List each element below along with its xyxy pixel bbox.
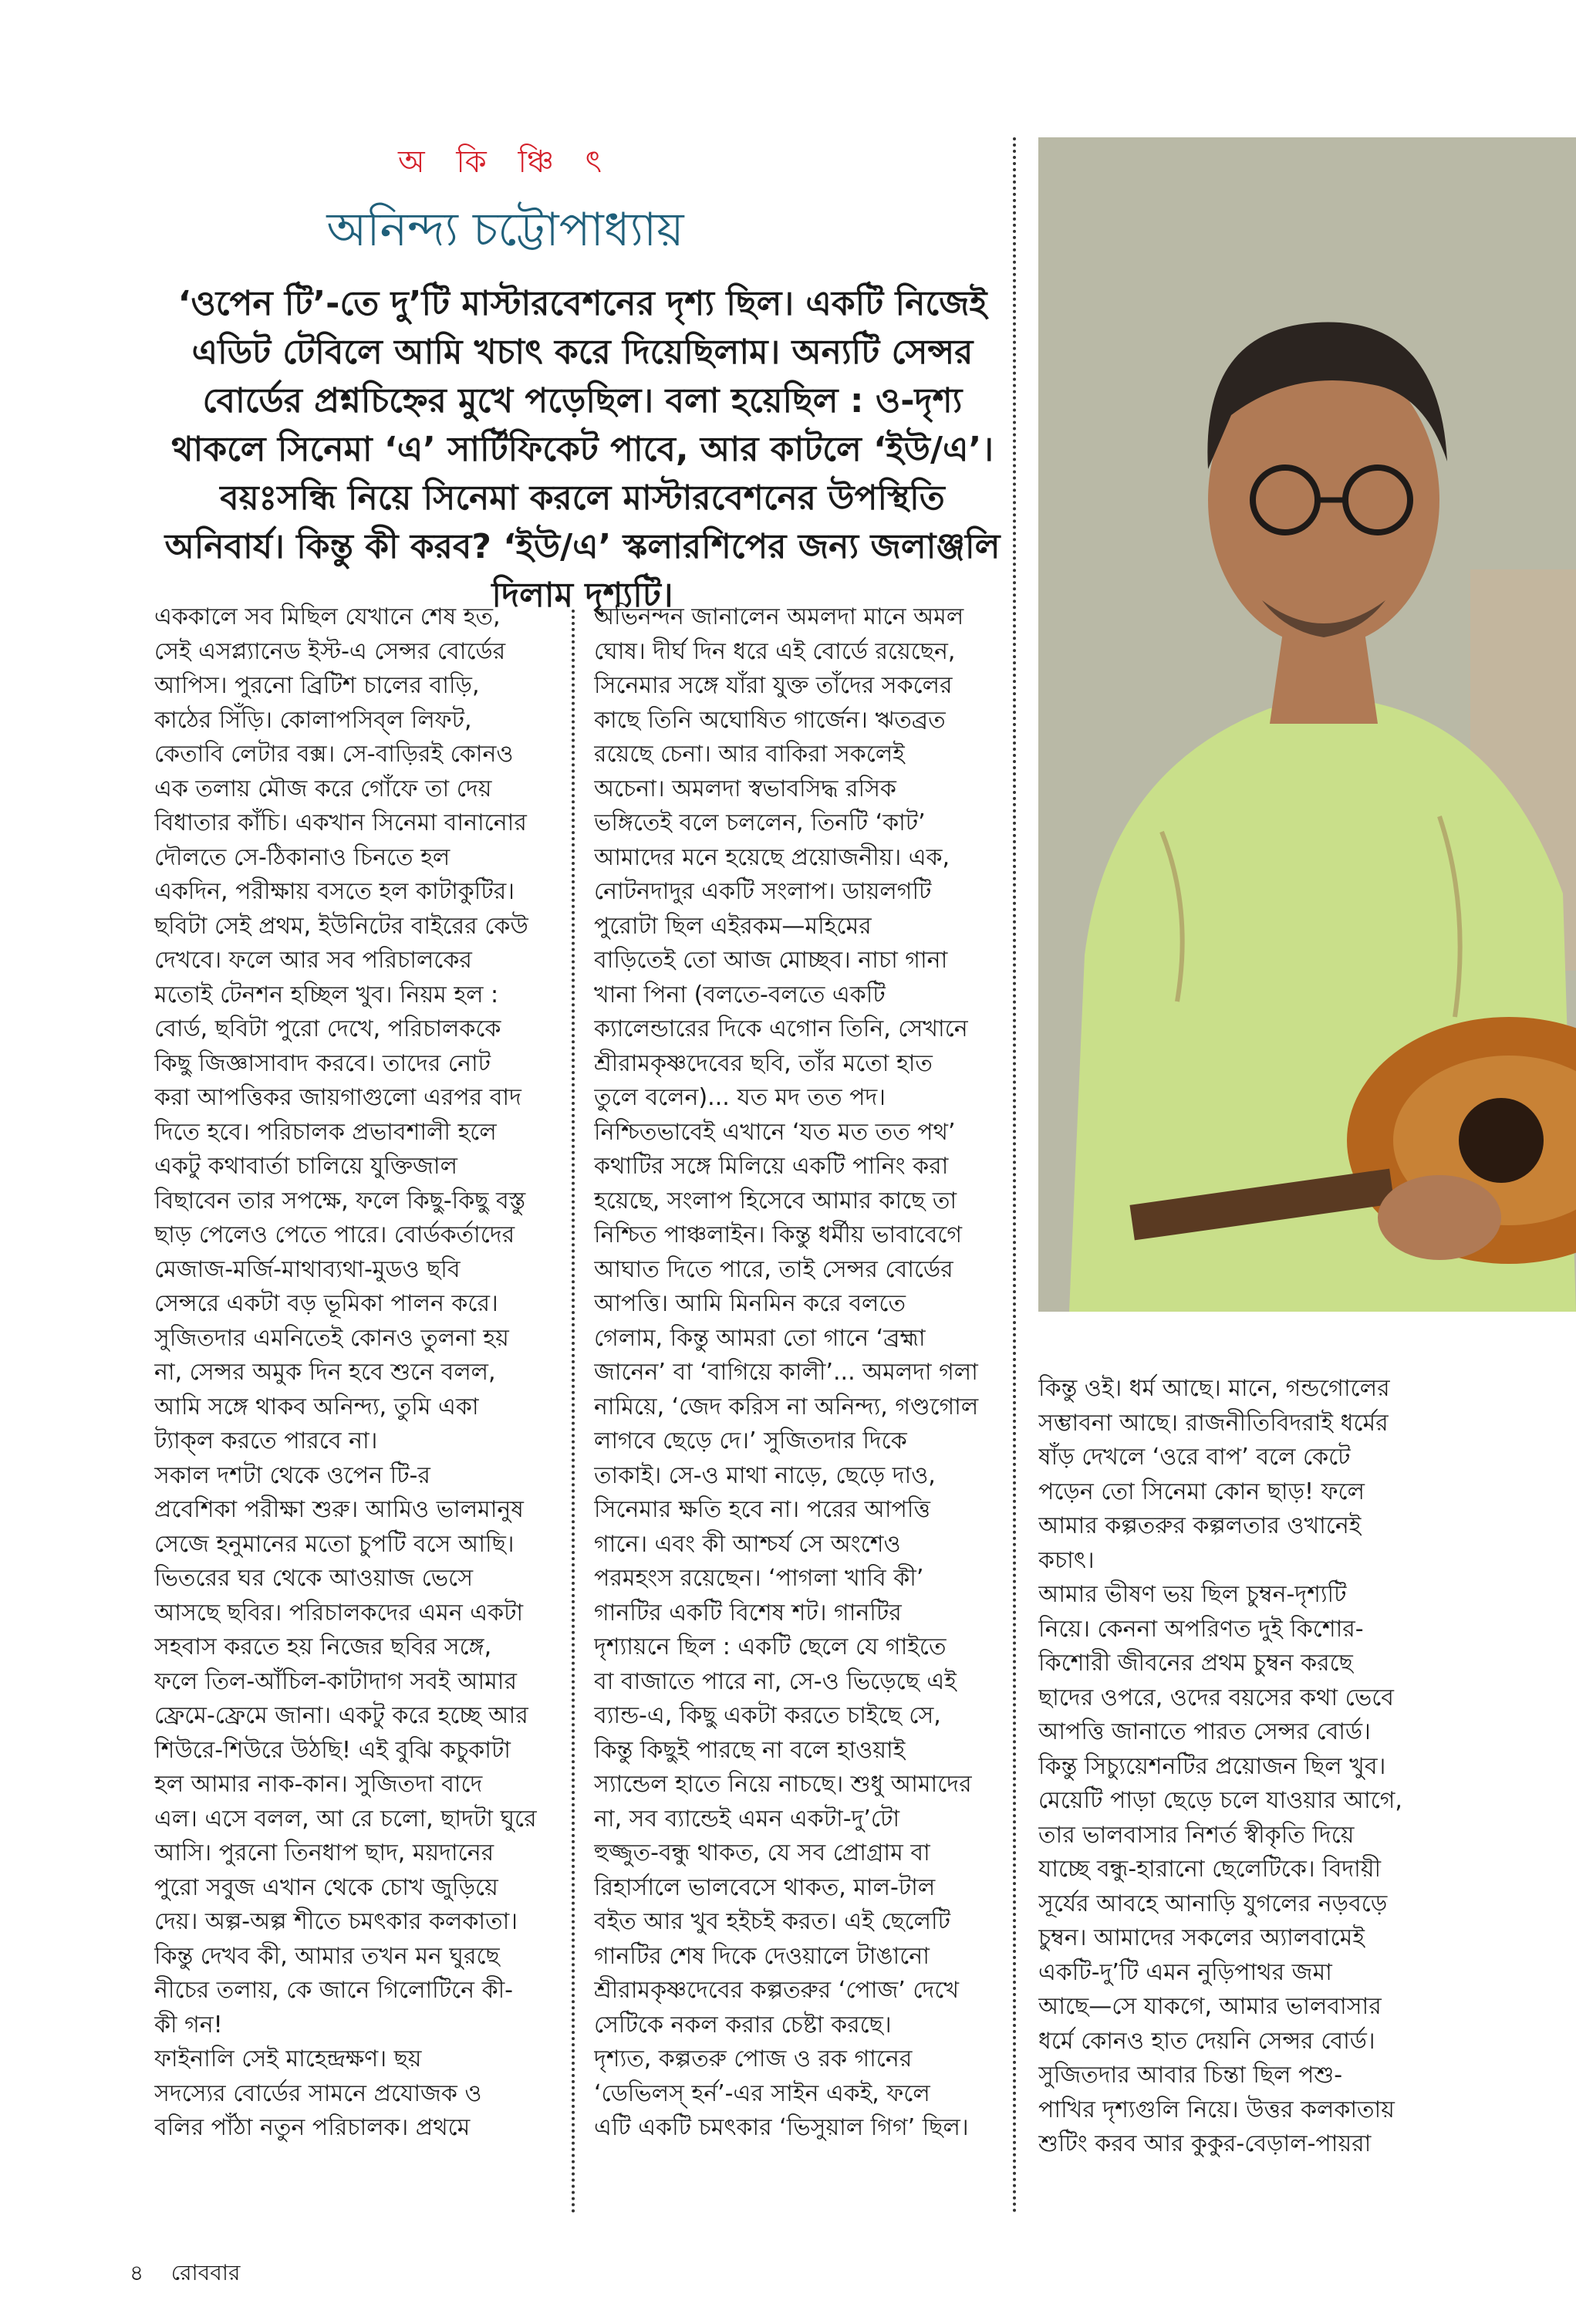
page-footer [130, 2256, 240, 2292]
page-number: ৪ [130, 2260, 144, 2285]
article-column-3: কিন্তু ওই। ধর্ম আছে। মানে, গন্ডগোলের সম্ভাবনা আছে। রাজনীতিবিদরাই ধর্মের ষাঁড় দেখলে ‘ওরে বাপ’ বলে কেটে পড়েন তো সিনেমা কোন ছাড়! ফলে আমার কল্পতরুর কল্পলতার ওখানেই কচাৎ। আমার ভীষণ ভয় ছিল চুম্বন-দৃশ্যটি নিয়ে। কেননা অপরিণত দুই কিশোর- কিশোরী জীবনের প্রথম চুম্বন করছে ছাদের ওপরে, ওদের বয়সের কথা ভেবে আপত্তি জানাতে পারত সেন্সর বোর্ড। কিন্তু সিচ্যুয়েশনটির প্রয়োজন ছিল খুব। মেয়েটি পাড়া ছেড়ে চলে যাওয়ার আগে, তার ভালবাসার নিশর্ত স্বীকৃতি দিয়ে যাচ্ছে বন্ধু-হারানো ছেলেটিকে। বিদায়ী সূর্যের আবহে আনাড়ি যুগলের নড়বড়ে চুম্বন। আমাদের সকলের অ্যালবামেই একটি-দু’টি এমন নুড়িপাথর জমা আছে—সে যাকগে, আমার ভালবাসার ধর্মে কোনও হাত দেয়নি সেন্সর বোর্ড। সুজিতদার আবার চিন্তা ছিল পশু- পাখির দৃশ্যগুলি নিয়ে। উত্তর কলকাতায় শুটিং করব আর কুকুর-বেড়াল-পায়রা [1038, 1375, 1402, 2157]
column-divider-1 [572, 610, 575, 2214]
article-column-1: এককালে সব মিছিল যেখানে শেষ হত, সেই এসপ্ল্যানেড ইস্ট-এ সেন্সর বোর্ডের আপিস। পুরনো ব্রিটিশ চালের বাড়ি, কাঠের সিঁড়ি। কোলাপসিব্‌ল লিফট, কেতাবি লেটার বক্স। সে-বাড়িরই কোনও এক তলায় মৌজ করে গোঁফে তা দেয় বিধাতার কাঁচি। একখান সিনেমা বানানোর দৌলতে সে-ঠিকানাও চিনতে হল একদিন, পরীক্ষায় বসতে হল কাটাকুটির। ছবিটা সেই প্রথম, ইউনিটের বাইরের কেউ দেখবে। ফলে আর সব পরিচালকের মতোই টেনশন হচ্ছিল খুব। নিয়ম হল : বোর্ড, ছবিটা পুরো দেখে, পরিচালককে কিছু জিজ্ঞাসাবাদ করবে। তাদের নোট করা আপত্তিকর জায়গাগুলো এরপর বাদ দিতে হবে। পরিচালক প্রভাবশালী হলে একটু কথাবার্তা চালিয়ে যুক্তিজাল বিছাবেন তার সপক্ষে, ফলে কিছু-কিছু বস্তু ছাড় পেলেও পেতে পারে। বোর্ডকর্তাদের মেজাজ-মর্জি-মাথাব্যথা-মুডও ছবি সেন্সরে একটা বড় ভূমিকা পালন করে। সুজিতদার এমনিতেই কোনও তুলনা হয় না, সেন্সর অমুক দিন হবে শুনে বলল, আমি সঙ্গে থাকব অনিন্দ্য, তুমি একা ট্যাক্‌ল করতে পারবে না। সকাল দশটা থেকে ওপেন টি-র প্রবেশিকা পরীক্ষা শুরু। আমিও ভালমানুষ সেজে হনুমানের মতো চুপটি বসে আছি। ভিতরের ঘর থেকে আওয়াজ ভেসে আসছে ছবির। পরিচালকদের এমন একটা সহবাস করতে হয় নিজের ছবির সঙ্গে, ফলে তিল-আঁচিল-কাটাদাগ সবই আমার ফ্রেমে-ফ্রেমে জানা। একটু করে হচ্ছে আর শিউরে-শিউরে উঠছি! এই বুঝি কচুকাটা হল আমার নাক-কান। সুজিতদা বাদে এল। এসে বলল, আ রে চলো, ছাদটা ঘুরে আসি। পুরনো তিনধাপ ছাদ, ময়দানের পুরো সবুজ এখান থেকে চোখ জুড়িয়ে দেয়। অল্প-অল্প শীতে চমৎকার কলকাতা। কিন্তু দেখব কী, আমার তখন মন ঘুরছে নীচের তলায়, কে জানে গিলোটিনে কী- কী গন! ফাইনালি সেই মাহেন্দ্রক্ষণ। ছয় সদস্যের বোর্ডের সামনে প্রযোজক ও বলির পাঁঠা নতুন পরিচালক। প্রথমে [154, 603, 537, 2141]
section-kicker: অ কি ঞ্চি ৎ [398, 144, 613, 180]
publication-name: রোববার [170, 2260, 241, 2285]
pull-quote: ‘ওপেন টি’-তে দু’টি মাস্টারবেশনের দৃশ্য ছিল। একটি নিজেই এডিট টেবিলে আমি খচাৎ করে দিয়েছিলাম। অন্যটি সেন্সর বোর্ডের প্রশ্নচিহ্নের মুখে পড়েছিল। বলা হয়েছিল : ও-দৃশ্য থাকলে সিনেমা ‘এ’ সার্টিফিকেট পাবে, আর কাটলে ‘ইউ/এ’। বয়ঃসন্ধি নিয়ে সিনেমা করলে মাস্টারবেশনের উপস্থিতি অনিবার্য। কিন্তু কী করব? ‘ইউ/এ’ স্কলারশিপের জন্য জলাঞ্জলি দিলাম দৃশ্যটি। [164, 284, 1001, 615]
photo-man-with-guitar [1038, 137, 1576, 1312]
author-name: অনিন্দ্য চট্টোপাধ্যায় [326, 203, 684, 257]
column-divider-2 [1013, 137, 1016, 2214]
guitarist-illustration [1038, 137, 1576, 1312]
article-column-2: অভিনন্দন জানালেন অমলদা মানে অমল ঘোষ। দীর্ঘ দিন ধরে এই বোর্ডে রয়েছেন, সিনেমার সঙ্গে যাঁরা যুক্ত তাঁদের সকলের কাছে তিনি অঘোষিত গার্জেন। ঋতব্রত রয়েছে চেনা। আর বাকিরা সকলেই অচেনা। অমলদা স্বভাবসিদ্ধ রসিক ভঙ্গিতেই বলে চললেন, তিনটি ‘কাট’ আমাদের মনে হয়েছে প্রয়োজনীয়। এক, নোটনদাদুর একটি সংলাপ। ডায়লগটি পুরোটা ছিল এইরকম—মহিমের বাড়িতেই তো আজ মোচ্ছব। নাচা গানা খানা পিনা (বলতে-বলতে একটি ক্যালেন্ডারের দিকে এগোন তিনি, সেখানে শ্রীরামকৃষ্ণদেবের ছবি, তাঁর মতো হাত তুলে বলেন)... যত মদ তত পদ। নিশ্চিতভাবেই এখানে ‘যত মত তত পথ’ কথাটির সঙ্গে মিলিয়ে একটি পানিং করা হয়েছে, সংলাপ হিসেবে আমার কাছে তা নিশ্চিত পাঞ্চলাইন। কিন্তু ধর্মীয় ভাবাবেগে আঘাত দিতে পারে, তাই সেন্সর বোর্ডের আপত্তি। আমি মিনমিন করে বলতে গেলাম, কিন্তু আমরা তো গানে ‘ব্রহ্মা জানেন’ বা ‘বাগিয়ে কালী’... অমলদা গলা নামিয়ে, ‘জেদ করিস না অনিন্দ্য, গণ্ডগোল লাগবে ছেড়ে দে।’ সুজিতদার দিকে তাকাই। সে-ও মাথা নাড়ে, ছেড়ে দাও, সিনেমার ক্ষতি হবে না। পরের আপত্তি গানে। এবং কী আশ্চর্য সে অংশেও পরমহংস রয়েছেন। ‘পাগলা খাবি কী’ গানটির একটি বিশেষ শট। গানটির দৃশ্যায়নে ছিল : একটি ছেলে যে গাইতে বা বাজাতে পারে না, সে-ও ভিড়েছে এই ব্যান্ড-এ, কিছু একটা করতে চাইছে সে, কিন্তু কিছুই পারছে না বলে হাওয়াই স্যান্ডেল হাতে নিয়ে নাচছে। শুধু আমাদের না, সব ব্যান্ডেই এমন একটা-দু’টো হুজ্জুত-বন্ধু থাকত, যে সব প্রোগ্রাম বা রিহার্সালে ভালবেসে থাকত, মাল-টাল বইত আর খুব হইচই করত। এই ছেলেটি গানটির শেষ দিকে দেওয়ালে টাঙানো শ্রীরামকৃষ্ণদেবের কল্পতরুর ‘পোজ’ দেখে সেটিকে নকল করার চেষ্টা করছে। দৃশ্যত, কল্পতরু পোজ ও রক গানের ‘ডেভিলস্‌ হর্ন’-এর সাইন একই, ফলে এটি একটি চমৎকার ‘ভিসুয়াল গিগ’ ছিল। [594, 603, 979, 2141]
